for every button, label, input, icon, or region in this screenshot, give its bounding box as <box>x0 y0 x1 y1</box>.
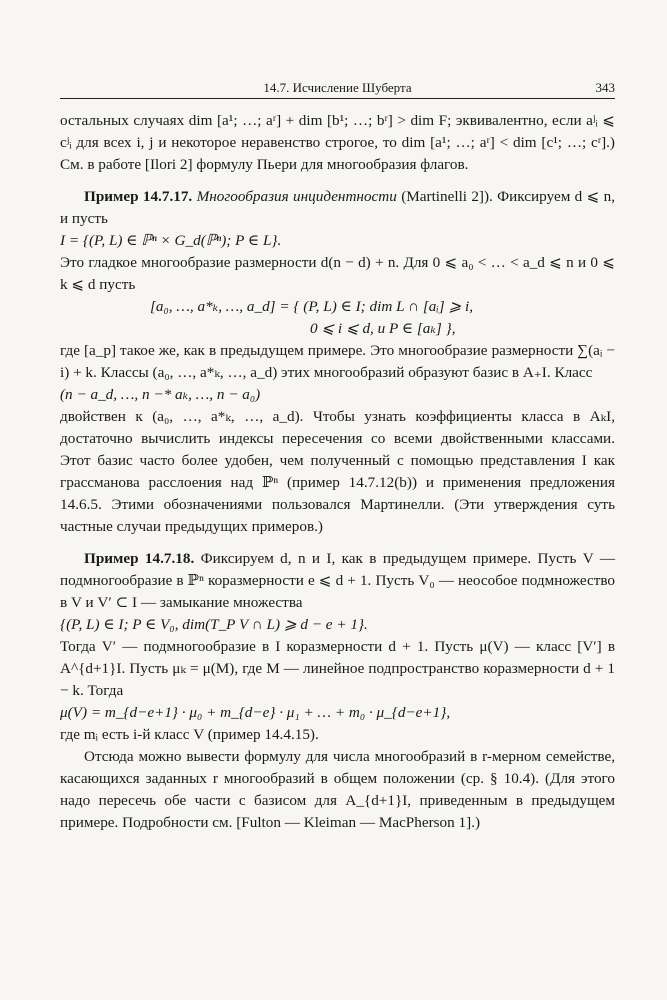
example-label: Пример 14.7.17. <box>84 188 193 205</box>
example-14-7-18 <box>60 548 615 614</box>
formula: I = {(P, L) ∈ ℙⁿ × G_d(ℙⁿ); P ∈ L}. <box>60 232 282 249</box>
paragraph: Тогда V′ — подмногообразие в I коразмерности d + 1. Пусть μ(V) — класс [V′] в A^{d+1}I. Пусть μₖ = μ(M), где M — линейное подпространство коразмерности d + 1 − k. Тогда <box>60 638 615 699</box>
example-text: (Martinelli 2]). Фиксируем d ⩽ n, и пусть <box>60 188 616 227</box>
formula: 0 ⩽ i ⩽ d, и P ∈ [aₖ] }, <box>310 320 456 337</box>
page-body <box>60 110 615 834</box>
formula: μ(V) = m_{d−e+1} · μ₀ + m_{d−e} · μ₁ + … + m₀ · μ_{d−e+1}, <box>60 704 451 721</box>
formula: {(P, L) ∈ I; P ∈ V₀, dim(T_P V ∩ L) ⩾ d − e + 1}. <box>60 616 368 633</box>
example-label: Пример 14.7.18. <box>84 550 195 567</box>
paragraph: двойствен к (a₀, …, a*ₖ, …, a_d). Чтобы узнать коэффициенты класса в AₖI, достаточно вычислить индексы пересечения со всеми двойственными классами. Этот базис часто более удобен, чем полученный с помощью представления I как грассманова расслоения над ℙⁿ (пример 14.7.12(b)) и применения предложения 14.6.5. Этими обозначениями пользовался Мартинелли. (Эти утверждения суть частные случаи предыдущих примеров.) <box>60 408 615 535</box>
paragraph: Отсюда можно вывести формулу для числа многообразий в r-мерном семействе, касающихся заданных r многообразий в общем положении (ср. § 10.4). (Для этого надо пересечь обе части с базисом для A_{d+1}I, приведенным в предыдущем примере. Подробности см. [Fulton — Kleiman — MacPherson 1].) <box>60 748 615 831</box>
paragraph: Это гладкое многообразие размерности d(n − d) + n. Для 0 ⩽ a₀ < … < a_d ⩽ n и 0 ⩽ k ⩽ d пусть <box>60 254 615 293</box>
page-header <box>60 78 615 99</box>
example-text: Фиксируем d, n и I, как в предыдущем примере. Пусть V — подмногообразие в ℙⁿ коразмерности e ⩽ d + 1. Пусть V₀ — неособое подмножество в V и V′ ⊂ I — замыкание множества <box>60 550 616 611</box>
paragraph: где mᵢ есть i-й класс V (пример 14.4.15). <box>60 726 319 743</box>
paragraph: остальных случаях dim [a¹; …; aʳ] + dim [b¹; …; bʳ] > dim F; эквивалентно, если aʲᵢ ⩽ cʲᵢ для всех i, j и некоторое неравенство строгое, то dim [a¹; …; aʳ] < dim [c¹; …; cʳ].) См. в работе [Ilori 2] формулу Пьери для многообразия флагов. <box>60 112 615 173</box>
formula: [a₀, …, a*ₖ, …, a_d] = { (P, L) ∈ I; dim L ∩ [aᵢ] ⩾ i, <box>150 298 473 315</box>
formula: (n − a_d, …, n −* aₖ, …, n − a₀) <box>60 386 261 403</box>
paragraph: где [a_p] такое же, как в предыдущем примере. Это многообразие размерности ∑(aᵢ − i) + k. Классы (a₀, …, a*ₖ, …, a_d) этих многообразий образуют базис в A₊I. Класс <box>60 342 615 381</box>
running-head: 14.7. Исчисление Шуберта <box>263 80 412 95</box>
example-14-7-17 <box>60 186 615 230</box>
example-title: Многообразия инцидентности <box>196 188 397 205</box>
page-number: 343 <box>595 80 615 95</box>
